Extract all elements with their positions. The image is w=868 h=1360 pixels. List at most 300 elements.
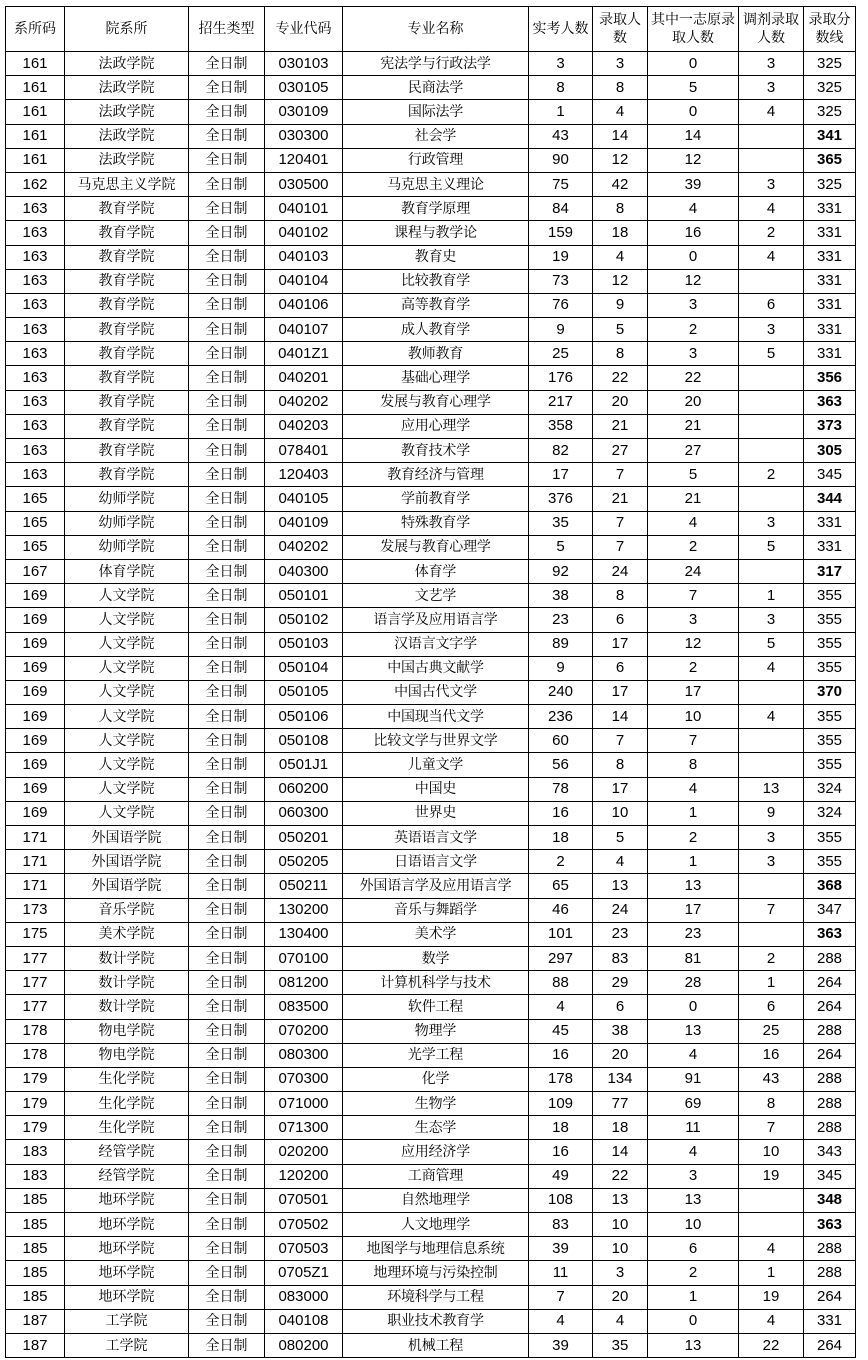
dept-code-cell: 169: [6, 632, 65, 656]
table-row: [6, 52, 856, 76]
table-row: [6, 439, 856, 463]
first-choice-cell: 24: [648, 559, 739, 583]
examinees-cell: 297: [529, 946, 593, 970]
header-transfer-admitted: 调剂录取人数: [739, 7, 804, 52]
header-major-code: 专业代码: [265, 7, 343, 52]
enrollment-type-cell: 全日制: [189, 559, 265, 583]
table-row: [6, 1116, 856, 1140]
transfer-cell: 5: [739, 535, 804, 559]
table-row: [6, 269, 856, 293]
first-choice-cell: 0: [648, 100, 739, 124]
first-choice-cell: 16: [648, 221, 739, 245]
table-row: [6, 342, 856, 366]
admitted-cell: 3: [593, 1261, 648, 1285]
transfer-cell: [739, 124, 804, 148]
first-choice-cell: 3: [648, 1164, 739, 1188]
major-code-cell: 080300: [265, 1043, 343, 1067]
major-name-cell: 工商管理: [343, 1164, 529, 1188]
first-choice-cell: 0: [648, 245, 739, 269]
enrollment-type-cell: 全日制: [189, 1188, 265, 1212]
first-choice-cell: 3: [648, 293, 739, 317]
transfer-cell: [739, 559, 804, 583]
first-choice-cell: 8: [648, 753, 739, 777]
cutoff-score-cell: 288: [804, 1067, 856, 1091]
dept-name-cell: 美术学院: [65, 922, 189, 946]
enrollment-type-cell: 全日制: [189, 1213, 265, 1237]
dept-name-cell: 经管学院: [65, 1140, 189, 1164]
cutoff-score-cell: 355: [804, 729, 856, 753]
admitted-cell: 21: [593, 487, 648, 511]
table-row: [6, 680, 856, 704]
dept-code-cell: 187: [6, 1309, 65, 1333]
admitted-cell: 17: [593, 680, 648, 704]
major-code-cell: 120200: [265, 1164, 343, 1188]
header-major-name: 专业名称: [343, 7, 529, 52]
major-name-cell: 教育学原理: [343, 197, 529, 221]
table-row: [6, 148, 856, 172]
cutoff-score-cell: 288: [804, 1019, 856, 1043]
admitted-cell: 12: [593, 148, 648, 172]
first-choice-cell: 5: [648, 463, 739, 487]
dept-name-cell: 教育学院: [65, 366, 189, 390]
examinees-cell: 108: [529, 1188, 593, 1212]
dept-name-cell: 法政学院: [65, 124, 189, 148]
first-choice-cell: 13: [648, 874, 739, 898]
enrollment-type-cell: 全日制: [189, 1067, 265, 1091]
table-row: [6, 874, 856, 898]
transfer-cell: 5: [739, 632, 804, 656]
admitted-cell: 10: [593, 1237, 648, 1261]
enrollment-type-cell: 全日制: [189, 366, 265, 390]
table-row: [6, 753, 856, 777]
dept-name-cell: 教育学院: [65, 390, 189, 414]
first-choice-cell: 2: [648, 1261, 739, 1285]
enrollment-type-cell: 全日制: [189, 1019, 265, 1043]
dept-name-cell: 法政学院: [65, 76, 189, 100]
table-row: [6, 390, 856, 414]
header-enrollment-type: 招生类型: [189, 7, 265, 52]
transfer-cell: 4: [739, 1237, 804, 1261]
major-code-cell: 0705Z1: [265, 1261, 343, 1285]
major-code-cell: 120401: [265, 148, 343, 172]
enrollment-type-cell: 全日制: [189, 705, 265, 729]
cutoff-score-cell: 365: [804, 148, 856, 172]
dept-code-cell: 183: [6, 1164, 65, 1188]
major-name-cell: 机械工程: [343, 1333, 529, 1357]
enrollment-type-cell: 全日制: [189, 826, 265, 850]
table-row: [6, 608, 856, 632]
major-name-cell: 儿童文学: [343, 753, 529, 777]
dept-code-cell: 169: [6, 729, 65, 753]
major-code-cell: 0501J1: [265, 753, 343, 777]
first-choice-cell: 1: [648, 850, 739, 874]
dept-code-cell: 173: [6, 898, 65, 922]
major-name-cell: 日语语言文学: [343, 850, 529, 874]
table-row: [6, 511, 856, 535]
examinees-cell: 84: [529, 197, 593, 221]
dept-code-cell: 163: [6, 245, 65, 269]
examinees-cell: 9: [529, 656, 593, 680]
table-row: [6, 197, 856, 221]
dept-code-cell: 169: [6, 584, 65, 608]
enrollment-type-cell: 全日制: [189, 995, 265, 1019]
dept-code-cell: 161: [6, 124, 65, 148]
transfer-cell: 2: [739, 221, 804, 245]
dept-code-cell: 179: [6, 1116, 65, 1140]
dept-code-cell: 163: [6, 463, 65, 487]
first-choice-cell: 3: [648, 342, 739, 366]
major-code-cell: 081200: [265, 971, 343, 995]
cutoff-score-cell: 264: [804, 1285, 856, 1309]
header-admitted: 录取人数: [593, 7, 648, 52]
table-row: [6, 1092, 856, 1116]
cutoff-score-cell: 264: [804, 1333, 856, 1357]
transfer-cell: 1: [739, 971, 804, 995]
enrollment-type-cell: 全日制: [189, 463, 265, 487]
table-row: [6, 1067, 856, 1091]
major-code-cell: 070100: [265, 946, 343, 970]
cutoff-score-cell: 325: [804, 76, 856, 100]
admitted-cell: 35: [593, 1333, 648, 1357]
cutoff-score-cell: 373: [804, 414, 856, 438]
examinees-cell: 56: [529, 753, 593, 777]
first-choice-cell: 0: [648, 995, 739, 1019]
admitted-cell: 3: [593, 52, 648, 76]
transfer-cell: 4: [739, 245, 804, 269]
dept-name-cell: 生化学院: [65, 1116, 189, 1140]
table-row: [6, 487, 856, 511]
examinees-cell: 240: [529, 680, 593, 704]
enrollment-type-cell: 全日制: [189, 1261, 265, 1285]
dept-code-cell: 163: [6, 366, 65, 390]
examinees-cell: 65: [529, 874, 593, 898]
major-code-cell: 050104: [265, 656, 343, 680]
major-code-cell: 070300: [265, 1067, 343, 1091]
dept-code-cell: 163: [6, 342, 65, 366]
cutoff-score-cell: 305: [804, 439, 856, 463]
dept-code-cell: 161: [6, 76, 65, 100]
major-code-cell: 050102: [265, 608, 343, 632]
dept-name-cell: 人文学院: [65, 729, 189, 753]
first-choice-cell: 0: [648, 1309, 739, 1333]
dept-code-cell: 185: [6, 1188, 65, 1212]
major-code-cell: 071000: [265, 1092, 343, 1116]
dept-name-cell: 教育学院: [65, 221, 189, 245]
table-row: [6, 922, 856, 946]
first-choice-cell: 2: [648, 826, 739, 850]
transfer-cell: 4: [739, 705, 804, 729]
dept-name-cell: 音乐学院: [65, 898, 189, 922]
table-row: [6, 850, 856, 874]
admitted-cell: 6: [593, 995, 648, 1019]
major-name-cell: 物理学: [343, 1019, 529, 1043]
dept-name-cell: 人文学院: [65, 753, 189, 777]
table-row: [6, 366, 856, 390]
dept-code-cell: 165: [6, 511, 65, 535]
examinees-cell: 49: [529, 1164, 593, 1188]
major-name-cell: 生物学: [343, 1092, 529, 1116]
cutoff-score-cell: 355: [804, 826, 856, 850]
enrollment-type-cell: 全日制: [189, 1237, 265, 1261]
admitted-cell: 6: [593, 608, 648, 632]
dept-code-cell: 171: [6, 826, 65, 850]
enrollment-type-cell: 全日制: [189, 1333, 265, 1357]
major-code-cell: 020200: [265, 1140, 343, 1164]
admitted-cell: 22: [593, 1164, 648, 1188]
transfer-cell: 3: [739, 850, 804, 874]
enrollment-type-cell: 全日制: [189, 487, 265, 511]
major-name-cell: 中国古典文献学: [343, 656, 529, 680]
first-choice-cell: 23: [648, 922, 739, 946]
cutoff-score-cell: 331: [804, 535, 856, 559]
major-code-cell: 030109: [265, 100, 343, 124]
major-name-cell: 自然地理学: [343, 1188, 529, 1212]
dept-name-cell: 地环学院: [65, 1285, 189, 1309]
dept-code-cell: 178: [6, 1019, 65, 1043]
major-name-cell: 中国古代文学: [343, 680, 529, 704]
dept-name-cell: 幼师学院: [65, 511, 189, 535]
admitted-cell: 14: [593, 124, 648, 148]
examinees-cell: 18: [529, 826, 593, 850]
admitted-cell: 13: [593, 874, 648, 898]
transfer-cell: 13: [739, 777, 804, 801]
first-choice-cell: 27: [648, 439, 739, 463]
enrollment-type-cell: 全日制: [189, 148, 265, 172]
examinees-cell: 92: [529, 559, 593, 583]
dept-name-cell: 教育学院: [65, 414, 189, 438]
examinees-cell: 60: [529, 729, 593, 753]
dept-code-cell: 185: [6, 1237, 65, 1261]
cutoff-score-cell: 363: [804, 922, 856, 946]
dept-name-cell: 外国语学院: [65, 826, 189, 850]
examinees-cell: 82: [529, 439, 593, 463]
dept-code-cell: 171: [6, 850, 65, 874]
dept-code-cell: 175: [6, 922, 65, 946]
major-name-cell: 宪法学与行政法学: [343, 52, 529, 76]
transfer-cell: 10: [739, 1140, 804, 1164]
table-row: [6, 995, 856, 1019]
major-name-cell: 中国史: [343, 777, 529, 801]
admitted-cell: 42: [593, 172, 648, 196]
major-code-cell: 050101: [265, 584, 343, 608]
major-name-cell: 化学: [343, 1067, 529, 1091]
admitted-cell: 24: [593, 559, 648, 583]
cutoff-score-cell: 325: [804, 172, 856, 196]
admitted-cell: 8: [593, 197, 648, 221]
admitted-cell: 18: [593, 1116, 648, 1140]
major-code-cell: 050108: [265, 729, 343, 753]
dept-name-cell: 地环学院: [65, 1188, 189, 1212]
first-choice-cell: 28: [648, 971, 739, 995]
examinees-cell: 4: [529, 995, 593, 1019]
table-row: [6, 801, 856, 825]
enrollment-type-cell: 全日制: [189, 390, 265, 414]
major-name-cell: 课程与教学论: [343, 221, 529, 245]
enrollment-type-cell: 全日制: [189, 124, 265, 148]
major-name-cell: 地图学与地理信息系统: [343, 1237, 529, 1261]
dept-name-cell: 人文学院: [65, 632, 189, 656]
major-name-cell: 教育史: [343, 245, 529, 269]
major-code-cell: 040108: [265, 1309, 343, 1333]
major-code-cell: 070503: [265, 1237, 343, 1261]
first-choice-cell: 4: [648, 1140, 739, 1164]
admission-table: [5, 6, 856, 1358]
examinees-cell: 38: [529, 584, 593, 608]
dept-code-cell: 163: [6, 269, 65, 293]
first-choice-cell: 12: [648, 632, 739, 656]
cutoff-score-cell: 317: [804, 559, 856, 583]
examinees-cell: 9: [529, 318, 593, 342]
examinees-cell: 16: [529, 1043, 593, 1067]
dept-code-cell: 177: [6, 971, 65, 995]
first-choice-cell: 13: [648, 1019, 739, 1043]
dept-code-cell: 163: [6, 221, 65, 245]
major-code-cell: 050106: [265, 705, 343, 729]
transfer-cell: [739, 269, 804, 293]
header-cutoff-score: 录取分数线: [804, 7, 856, 52]
first-choice-cell: 21: [648, 414, 739, 438]
dept-code-cell: 165: [6, 487, 65, 511]
cutoff-score-cell: 355: [804, 608, 856, 632]
admitted-cell: 4: [593, 100, 648, 124]
admitted-cell: 14: [593, 705, 648, 729]
table-row: [6, 100, 856, 124]
examinees-cell: 358: [529, 414, 593, 438]
transfer-cell: 43: [739, 1067, 804, 1091]
major-name-cell: 成人教育学: [343, 318, 529, 342]
admitted-cell: 7: [593, 511, 648, 535]
examinees-cell: 78: [529, 777, 593, 801]
dept-code-cell: 161: [6, 148, 65, 172]
examinees-cell: 5: [529, 535, 593, 559]
first-choice-cell: 14: [648, 124, 739, 148]
first-choice-cell: 0: [648, 52, 739, 76]
examinees-cell: 43: [529, 124, 593, 148]
major-name-cell: 应用心理学: [343, 414, 529, 438]
first-choice-cell: 11: [648, 1116, 739, 1140]
first-choice-cell: 22: [648, 366, 739, 390]
dept-code-cell: 169: [6, 777, 65, 801]
admitted-cell: 7: [593, 535, 648, 559]
enrollment-type-cell: 全日制: [189, 632, 265, 656]
table-row: [6, 1164, 856, 1188]
examinees-cell: 16: [529, 801, 593, 825]
major-code-cell: 083500: [265, 995, 343, 1019]
transfer-cell: [739, 366, 804, 390]
first-choice-cell: 17: [648, 898, 739, 922]
major-name-cell: 外国语言学及应用语言学: [343, 874, 529, 898]
major-code-cell: 080200: [265, 1333, 343, 1357]
transfer-cell: [739, 439, 804, 463]
dept-code-cell: 179: [6, 1092, 65, 1116]
dept-name-cell: 地环学院: [65, 1213, 189, 1237]
dept-name-cell: 法政学院: [65, 52, 189, 76]
enrollment-type-cell: 全日制: [189, 535, 265, 559]
dept-name-cell: 经管学院: [65, 1164, 189, 1188]
transfer-cell: 25: [739, 1019, 804, 1043]
table-row: [6, 777, 856, 801]
admitted-cell: 5: [593, 826, 648, 850]
major-name-cell: 应用经济学: [343, 1140, 529, 1164]
major-code-cell: 070200: [265, 1019, 343, 1043]
enrollment-type-cell: 全日制: [189, 172, 265, 196]
major-name-cell: 光学工程: [343, 1043, 529, 1067]
enrollment-type-cell: 全日制: [189, 850, 265, 874]
first-choice-cell: 39: [648, 172, 739, 196]
enrollment-type-cell: 全日制: [189, 1140, 265, 1164]
dept-name-cell: 马克思主义学院: [65, 172, 189, 196]
first-choice-cell: 4: [648, 777, 739, 801]
table-row: [6, 1213, 856, 1237]
major-code-cell: 040102: [265, 221, 343, 245]
examinees-cell: 83: [529, 1213, 593, 1237]
dept-code-cell: 161: [6, 100, 65, 124]
dept-name-cell: 人文学院: [65, 656, 189, 680]
examinees-cell: 16: [529, 1140, 593, 1164]
cutoff-score-cell: 331: [804, 245, 856, 269]
dept-name-cell: 物电学院: [65, 1043, 189, 1067]
major-name-cell: 学前教育学: [343, 487, 529, 511]
dept-name-cell: 数计学院: [65, 995, 189, 1019]
cutoff-score-cell: 355: [804, 705, 856, 729]
enrollment-type-cell: 全日制: [189, 414, 265, 438]
dept-code-cell: 185: [6, 1285, 65, 1309]
admitted-cell: 6: [593, 656, 648, 680]
examinees-cell: 1: [529, 100, 593, 124]
major-name-cell: 英语语言文学: [343, 826, 529, 850]
table-row: [6, 221, 856, 245]
major-name-cell: 比较教育学: [343, 269, 529, 293]
transfer-cell: 1: [739, 584, 804, 608]
cutoff-score-cell: 348: [804, 1188, 856, 1212]
admitted-cell: 27: [593, 439, 648, 463]
major-code-cell: 060300: [265, 801, 343, 825]
cutoff-score-cell: 288: [804, 1116, 856, 1140]
transfer-cell: 8: [739, 1092, 804, 1116]
examinees-cell: 376: [529, 487, 593, 511]
table-row: [6, 535, 856, 559]
transfer-cell: 16: [739, 1043, 804, 1067]
enrollment-type-cell: 全日制: [189, 971, 265, 995]
first-choice-cell: 21: [648, 487, 739, 511]
transfer-cell: 6: [739, 995, 804, 1019]
major-code-cell: 050103: [265, 632, 343, 656]
first-choice-cell: 12: [648, 269, 739, 293]
major-code-cell: 040109: [265, 511, 343, 535]
dept-name-cell: 人文学院: [65, 777, 189, 801]
transfer-cell: 19: [739, 1164, 804, 1188]
major-name-cell: 马克思主义理论: [343, 172, 529, 196]
major-code-cell: 030103: [265, 52, 343, 76]
major-code-cell: 040101: [265, 197, 343, 221]
transfer-cell: [739, 487, 804, 511]
first-choice-cell: 20: [648, 390, 739, 414]
dept-code-cell: 187: [6, 1333, 65, 1357]
admitted-cell: 7: [593, 463, 648, 487]
admitted-cell: 8: [593, 76, 648, 100]
examinees-cell: 8: [529, 76, 593, 100]
transfer-cell: 4: [739, 1309, 804, 1333]
transfer-cell: 4: [739, 656, 804, 680]
admitted-cell: 8: [593, 753, 648, 777]
dept-code-cell: 169: [6, 705, 65, 729]
major-name-cell: 国际法学: [343, 100, 529, 124]
enrollment-type-cell: 全日制: [189, 221, 265, 245]
major-code-cell: 130200: [265, 898, 343, 922]
dept-name-cell: 人文学院: [65, 608, 189, 632]
admitted-cell: 20: [593, 1043, 648, 1067]
transfer-cell: 3: [739, 52, 804, 76]
